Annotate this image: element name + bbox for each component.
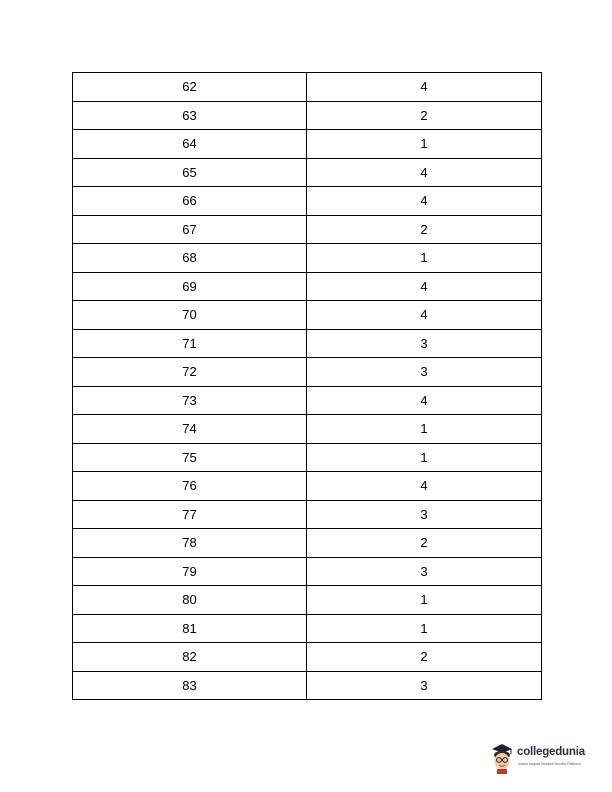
table-row [73,586,542,615]
answer-key-table [72,72,542,700]
table-row [73,358,542,387]
table-row [73,529,542,558]
question-number-cell: 65 [73,158,307,187]
answer-option-cell: 4 [307,301,542,330]
logo-tagline: India's largest Student Review Platform [518,762,581,766]
answer-option-cell: 1 [307,415,542,444]
answer-option-cell: 4 [307,158,542,187]
table-row [73,301,542,330]
question-number-cell: 63 [73,101,307,130]
table-row [73,614,542,643]
table-row [73,443,542,472]
table-row [73,158,542,187]
answer-option-cell: 1 [307,130,542,159]
table-row [73,73,542,102]
table-row [73,386,542,415]
table-row [73,272,542,301]
question-number-cell: 72 [73,358,307,387]
answer-option-cell: 4 [307,386,542,415]
answer-key-body [73,73,542,700]
table-row [73,643,542,672]
table-row [73,130,542,159]
answer-option-cell: 4 [307,472,542,501]
table-row [73,671,542,700]
table-row [73,329,542,358]
answer-option-cell: 2 [307,529,542,558]
table-row [73,500,542,529]
table-row [73,415,542,444]
answer-option-cell: 4 [307,73,542,102]
question-number-cell: 83 [73,671,307,700]
answer-option-cell: 3 [307,500,542,529]
question-number-cell: 64 [73,130,307,159]
answer-option-cell: 2 [307,101,542,130]
question-number-cell: 71 [73,329,307,358]
answer-option-cell: 1 [307,586,542,615]
question-number-cell: 76 [73,472,307,501]
table-row [73,472,542,501]
answer-option-cell: 4 [307,272,542,301]
logo-brand-text: collegedunia [517,746,585,758]
question-number-cell: 74 [73,415,307,444]
table-row [73,244,542,273]
answer-option-cell: 1 [307,443,542,472]
student-mascot-icon [489,742,515,774]
question-number-cell: 67 [73,215,307,244]
answer-option-cell: 1 [307,244,542,273]
question-number-cell: 77 [73,500,307,529]
question-number-cell: 80 [73,586,307,615]
question-number-cell: 79 [73,557,307,586]
answer-option-cell: 3 [307,329,542,358]
collegedunia-logo [489,740,599,776]
answer-option-cell: 2 [307,643,542,672]
answer-option-cell: 3 [307,358,542,387]
question-number-cell: 78 [73,529,307,558]
question-number-cell: 70 [73,301,307,330]
answer-option-cell: 3 [307,671,542,700]
table-row [73,557,542,586]
table-row [73,187,542,216]
question-number-cell: 62 [73,73,307,102]
table-row [73,215,542,244]
question-number-cell: 68 [73,244,307,273]
answer-option-cell: 2 [307,215,542,244]
question-number-cell: 66 [73,187,307,216]
table-row [73,101,542,130]
answer-option-cell: 3 [307,557,542,586]
question-number-cell: 73 [73,386,307,415]
question-number-cell: 69 [73,272,307,301]
question-number-cell: 75 [73,443,307,472]
answer-option-cell: 1 [307,614,542,643]
question-number-cell: 81 [73,614,307,643]
answer-option-cell: 4 [307,187,542,216]
question-number-cell: 82 [73,643,307,672]
